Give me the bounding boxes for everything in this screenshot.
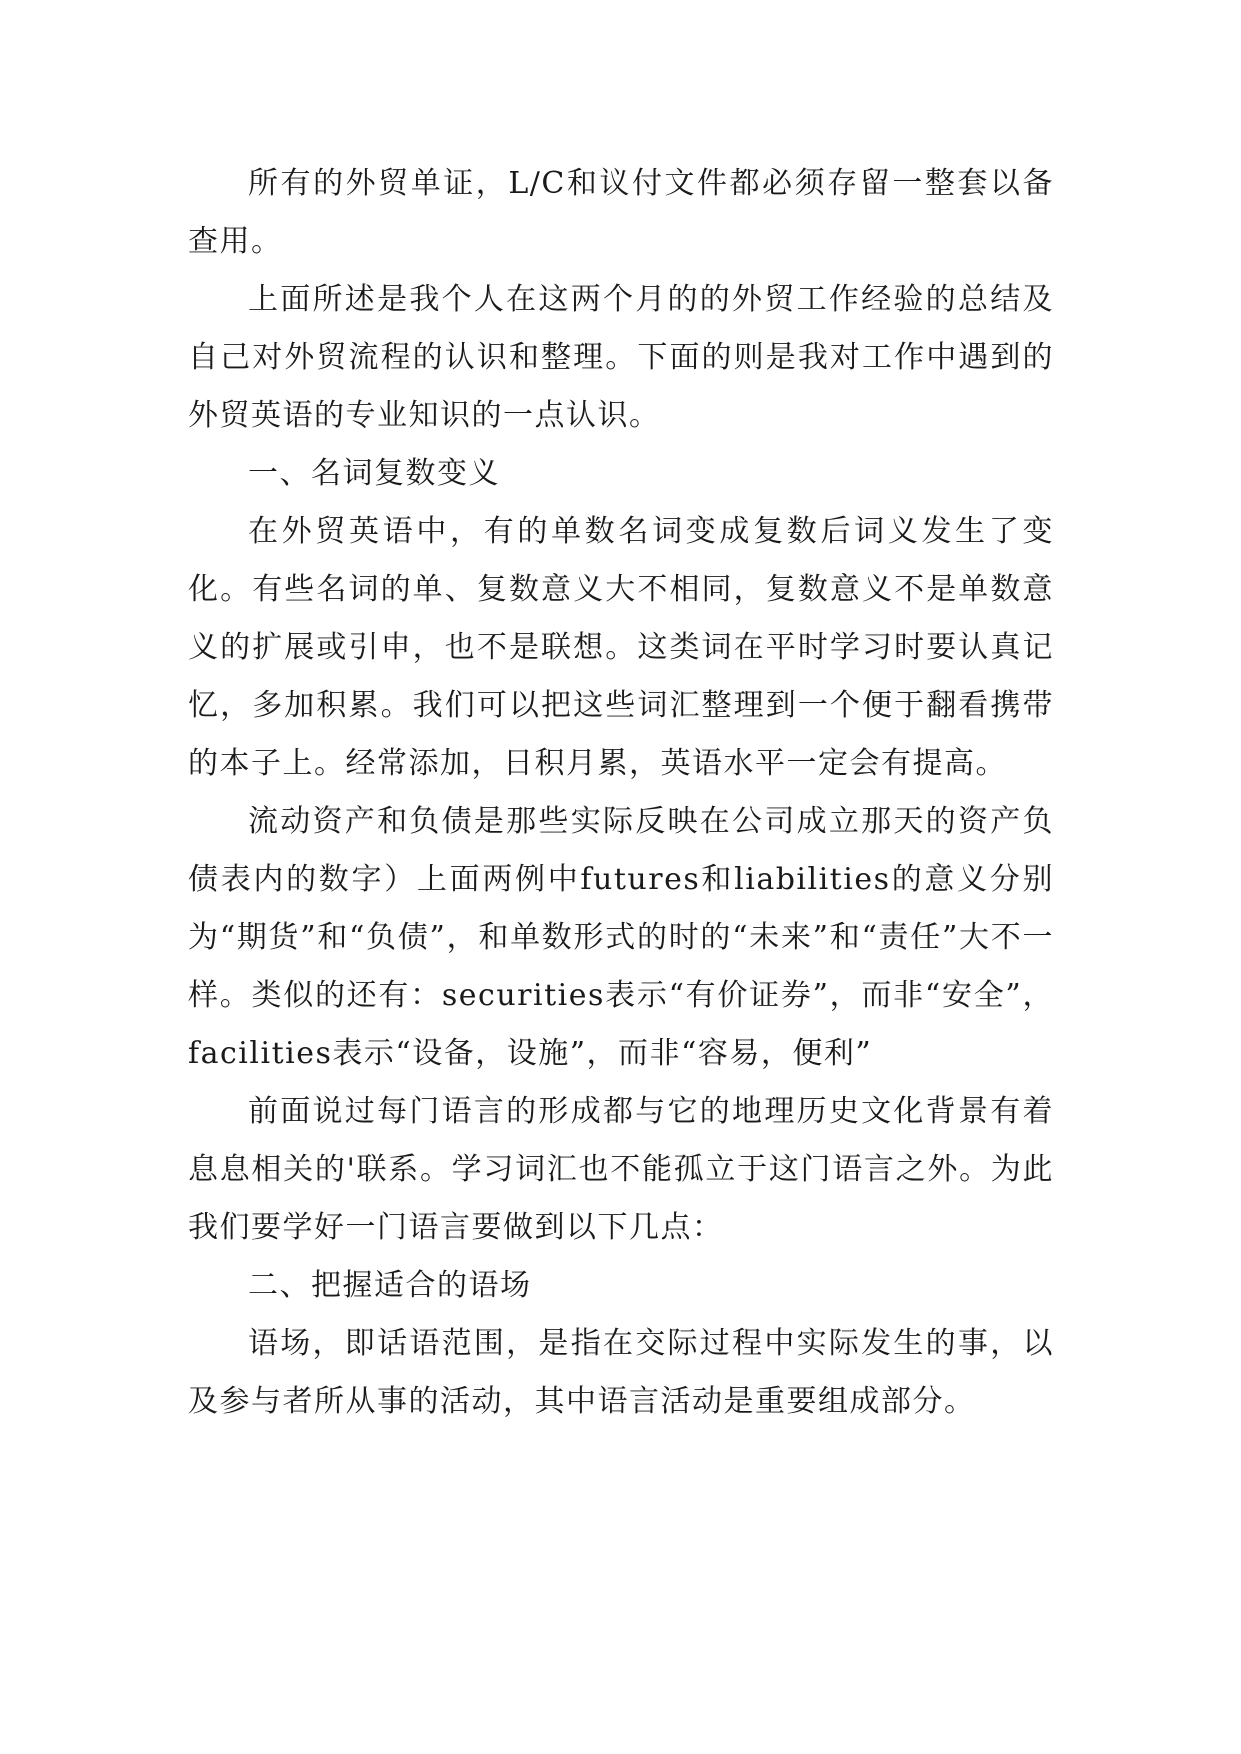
paragraph-examples: 流动资产和负债是那些实际反映在公司成立那天的资产负债表内的数字）上面两例中futures和liabilities的意义分别为“期货”和“负债”，和单数形式的时的“未来”和“责任”大不一样。类似的还有：securities表示“有价证券”，而非“安全”，facilities表示“设备，设施”，而非“容易，便利” <box>188 804 1054 1071</box>
paragraph-plural-nouns: 在外贸英语中，有的单数名词变成复数后词义发生了变化。有些名词的单、复数意义大不相同，复数意义不是单数意义的扩展或引申，也不是联想。这类词在平时学习时要认真记忆，多加积累。我们可以把这些词汇整理到一个便于翻看携带的本子上。经常添加，日积月累，英语水平一定会有提高。 <box>188 514 1054 781</box>
document-body <box>188 155 1054 1431</box>
paragraph-summary: 上面所述是我个人在这两个月的的外贸工作经验的总结及自己对外贸流程的认识和整理。下面的则是我对工作中遇到的外贸英语的专业知识的一点认识。 <box>188 282 1054 433</box>
section-heading-field-of-discourse: 二、把握适合的语场 <box>248 1268 532 1303</box>
paragraph-archiving: 所有的外贸单证，L/C和议付文件都必须存留一整套以备查用。 <box>188 166 1054 259</box>
paragraph-field-of-discourse: 语场，即话语范围，是指在交际过程中实际发生的事，以及参与者所从事的活动，其中语言活动是重要组成部分。 <box>188 1326 1054 1419</box>
paragraph-language-background: 前面说过每门语言的形成都与它的地理历史文化背景有着息息相关的'联系。学习词汇也不能孤立于这门语言之外。为此我们要学好一门语言要做到以下几点： <box>188 1094 1054 1245</box>
section-heading-plural-nouns: 一、名词复数变义 <box>248 456 500 491</box>
